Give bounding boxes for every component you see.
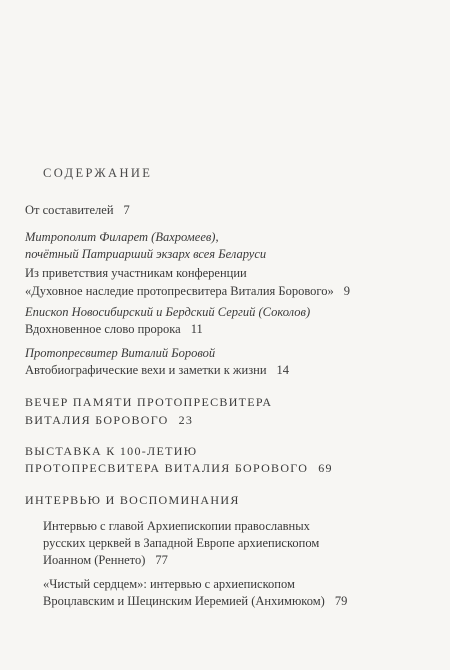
- entry-title: Автобиографические вехи и заметки к жизни: [25, 363, 267, 377]
- entry-title: Из приветствия участникам конференции: [25, 266, 247, 280]
- entry-author: Протопресвитер Виталий Боровой: [25, 346, 216, 360]
- entry-page: 11: [190, 322, 203, 336]
- entry-title: От составителей: [25, 203, 114, 217]
- toc-entry-foreword: [25, 202, 130, 219]
- entry-title: Вдохновенное слово пророка: [25, 322, 181, 336]
- entry-title: Интервью с главой Архиепископии православных: [43, 519, 310, 533]
- entry-author: Митрополит Филарет (Вахромеев),: [25, 230, 219, 244]
- entry-title: ВЫСТАВКА К 100-ЛЕТИЮ: [25, 444, 198, 458]
- entry-page: 23: [178, 413, 194, 427]
- entry-author: Епископ Новосибирский и Бердский Сергий (Соколов): [25, 305, 311, 319]
- toc-entry-interview-john: [43, 552, 168, 569]
- toc-heading: СОДЕРЖАНИЕ: [43, 166, 153, 180]
- entry-title: «Духовное наследие протопресвитера Виталия Борового»: [25, 284, 334, 298]
- toc-entry-prophet: [25, 321, 203, 338]
- entry-page: 9: [343, 284, 350, 298]
- entry-page: 14: [276, 363, 290, 377]
- entry-author-title: почётный Патриарший экзарх всея Беларуси: [25, 247, 267, 261]
- entry-page: 7: [123, 203, 130, 217]
- entry-page: 69: [318, 461, 333, 475]
- toc-section-interviews: ИНТЕРВЬЮ И ВОСПОМИНАНИЯ: [25, 493, 240, 507]
- toc-entry-greeting: [25, 283, 350, 300]
- entry-page: 79: [334, 594, 348, 608]
- entry-page: 77: [155, 553, 168, 567]
- entry-title: ПРОТОПРЕСВИТЕРА ВИТАЛИЯ БОРОВОГО: [25, 461, 309, 475]
- entry-title: Иоанном (Реннето): [43, 553, 146, 567]
- entry-title: ВЕЧЕР ПАМЯТИ ПРОТОПРЕСВИТЕРА: [25, 395, 273, 409]
- toc-entry-autobiography: [25, 362, 289, 379]
- entry-title: русских церквей в Западной Европе архиепископом: [43, 536, 320, 550]
- toc-entry-interview-jeremiah: [43, 593, 347, 610]
- toc-entry-memorial-evening: [25, 412, 193, 429]
- entry-title: ВИТАЛИЯ БОРОВОГО: [25, 413, 169, 427]
- toc-entry-exhibition: [25, 460, 333, 477]
- entry-title: Вроцлавским и Шецинским Иеремией (Анхимюком): [43, 594, 325, 608]
- entry-title: «Чистый сердцем»: интервью с архиепископом: [43, 577, 295, 591]
